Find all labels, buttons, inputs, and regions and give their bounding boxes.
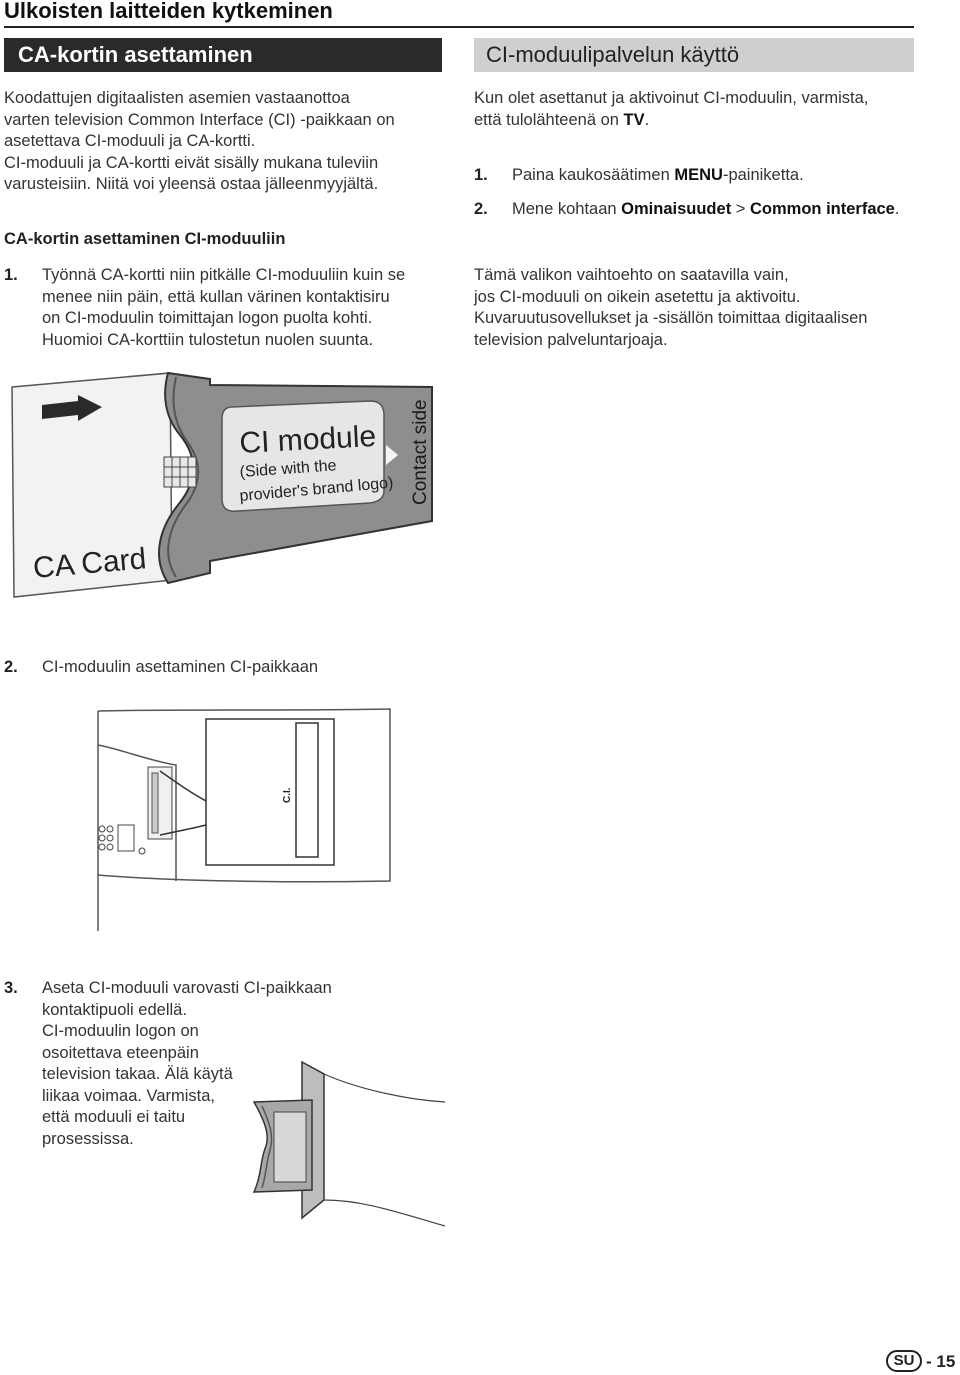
right-step-1 (474, 165, 934, 187)
ci-module-side-line1: (Side with the (239, 457, 337, 481)
note-line: Kuvaruutusovellukset ja -sisällön toimittaa digitaalisen (474, 309, 868, 327)
page-title: Ulkoisten laitteiden kytkeminen (4, 0, 333, 23)
contact-side-label: Contact side (410, 399, 431, 505)
step-1 (4, 265, 454, 351)
step-line: Aseta CI-moduuli varovasti CI-paikkaan (42, 979, 332, 997)
intro-line: Kun olet asettanut ja aktivoinut CI-moduulin, varmista, (474, 89, 869, 107)
step-number: 2. (474, 200, 488, 218)
step-line: menee niin päin, että kullan värinen kontaktisiru (42, 287, 390, 306)
step-text: CI-moduulin asettaminen CI-paikkaan (42, 658, 319, 676)
intro-line: että tulolähteenä on TV. (474, 110, 650, 129)
step-number: 2. (4, 658, 18, 676)
note-line: jos CI-moduuli on oikein asetettu ja aktivoitu. (474, 287, 801, 306)
module-insertion-illustration (240, 1050, 460, 1230)
step-2 (4, 657, 454, 679)
intro-paragraph (4, 88, 444, 196)
intro-line: asetettava CI-moduuli ja CA-kortti. (4, 132, 256, 150)
step-line: kontaktipuoli edellä. (42, 1000, 187, 1019)
step-number: 1. (474, 166, 488, 184)
step-line: Työnnä CA-kortti niin pitkälle CI-moduuliin kuin se (42, 266, 406, 284)
right-intro (474, 88, 934, 131)
step-line: liikaa voimaa. Varmista, (42, 1086, 216, 1105)
section-heading-ci-service: CI-moduulipalvelun käyttö (474, 38, 914, 72)
tv-ci-slot-illustration (90, 705, 400, 935)
note-line: Tämä valikon vaihtoehto on saatavilla vain, (474, 266, 789, 284)
step-text (42, 265, 454, 351)
ca-card-ci-module-illustration (0, 365, 470, 610)
right-note (474, 265, 934, 351)
intro-line: Koodattujen digitaalisten asemien vastaanottoa (4, 89, 350, 107)
ci-slot-label: C.I. (282, 787, 293, 803)
right-step-2 (474, 199, 914, 221)
contact-chip-icon (164, 457, 196, 487)
step-text: Mene kohtaan Ominaisuudet > Common interface. (512, 200, 900, 218)
step-number: 1. (4, 266, 18, 284)
section-heading-ca-card: CA-kortin asettaminen (4, 38, 442, 72)
step-line: television takaa. Älä käytä (42, 1065, 233, 1083)
step-text: Paina kaukosäätimen MENU-painiketta. (512, 166, 804, 184)
ci-module-side-line2: provider's brand logo) (238, 474, 395, 505)
step-number: 3. (4, 979, 18, 997)
title-rule (4, 26, 914, 28)
intro-line: varten television Common Interface (CI) -paikkaan on (4, 110, 395, 129)
step-line: prosessissa. (42, 1129, 134, 1148)
step-line: on CI-moduulin toimittajan logon puolta kohti. (42, 309, 373, 327)
step-line: että moduuli ei taitu (42, 1108, 186, 1126)
step-line: Huomioi CA-korttiin tulostetun nuolen suunta. (42, 330, 374, 349)
subheading-insert-card: CA-kortin asettaminen CI-moduuliin (4, 230, 286, 248)
ci-module-label: CI module (238, 419, 377, 460)
page-number: - 15 (926, 1352, 956, 1371)
connector-ports (99, 825, 145, 854)
step-line: CI-moduulin logon on (42, 1022, 199, 1040)
ci-slot (296, 723, 318, 857)
intro-line: varusteisiin. Niitä voi yleensä ostaa jälleenmyyjältä. (4, 175, 379, 193)
intro-line: CI-moduuli ja CA-kortti eivät sisälly mukana tuleviin (4, 153, 379, 172)
language-badge: SU (886, 1350, 922, 1372)
step-line: osoitettava eteenpäin (42, 1043, 199, 1062)
note-line: television palveluntarjoaja. (474, 330, 668, 349)
ca-card-label: CA Card (31, 542, 148, 585)
